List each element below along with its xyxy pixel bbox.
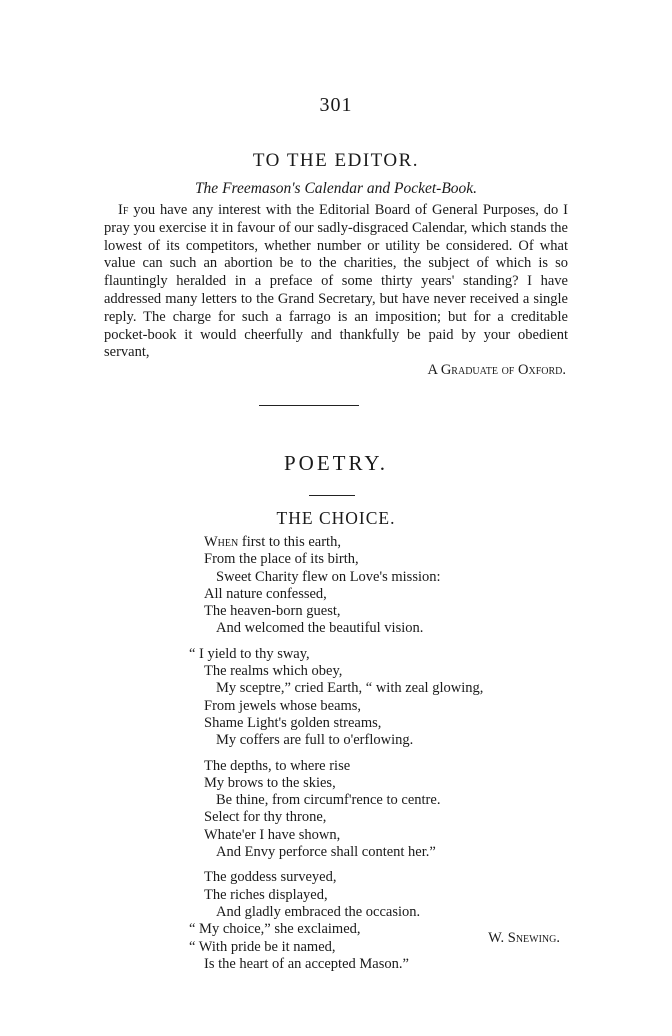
poem-line: And gladly embraced the occasion. [216,903,421,920]
section-divider-long [259,405,359,406]
stanza [0,758,672,862]
poem-line: “ My choice,” she exclaimed, [189,921,361,938]
poetry-heading: POETRY. [283,451,389,475]
poem-line: My coffers are full to o'erflowing. [216,732,414,749]
letter-signature: A Graduate of Oxford. [427,362,566,379]
poem-line: “ With pride be it named, [189,938,336,955]
poem-line: Select for thy throne, [204,809,327,826]
stanza [0,646,672,750]
poem-line: Whate'er I have shown, [204,826,341,843]
poem-line: The depths, to where rise [204,757,351,774]
poem-line: And Envy perforce shall content her.” [216,844,436,861]
poem-line: Shame Light's golden streams, [204,714,382,731]
poem-line: From jewels whose beams, [204,697,362,714]
editor-subtitle: The Freemason's Calendar and Pocket-Book. [194,180,478,197]
poem-line [0,534,672,551]
stanza [0,869,672,973]
poem-line: The heaven-born guest, [204,603,341,620]
poem-line: The realms which obey, [204,663,343,680]
poem-line: From the place of its birth, [204,551,359,568]
stanza [0,534,672,638]
letter-body [104,202,568,362]
poem-line: “ I yield to thy sway, [189,645,310,662]
poem-line: The goddess surveyed, [204,869,337,886]
letter [104,202,568,380]
poem-line: Sweet Charity flew on Love's mission: [216,568,441,585]
letter-initial: If [118,202,129,218]
poem-line-text: first to this earth, [241,534,341,550]
section-divider-short [309,495,355,496]
poem-signature: W. Snewing. [488,930,560,946]
poem-title: THE CHOICE. [276,508,396,528]
poem-initial: When [204,534,239,550]
poem-line: Is the heart of an accepted Mason.” [204,955,409,972]
poem [0,534,672,981]
poem-line: Be thine, from circumf'rence to centre. [216,792,441,809]
letter-text: you have any interest with the Editorial Board of General Purposes, do I pray you exercise it in favour of our sadly-disgraced Calendar, which stands the lowest of its competitors, whether number or utility be considered. Of what value can such an abortion be to the charities, the subject of which is so flauntingly heralded in a preface of some thirty years' standing? I have addressed many letters to the Grand Secretary, but have never received a single reply. The charge for such a farrago is an imposition; but for a creditable pocket-book it would cheerfully and thankfully be paid by your obedient servant, [104,202,569,361]
poem-line: The riches displayed, [204,886,328,903]
poem-line: My sceptre,” cried Earth, “ with zeal glowing, [216,680,484,697]
poem-line: My brows to the skies, [204,774,336,791]
poem-line: And welcomed the beautiful vision. [216,620,424,637]
poem-line: All nature confessed, [204,585,327,602]
page-number: 301 [319,94,353,116]
editor-heading: TO THE EDITOR. [252,150,420,171]
